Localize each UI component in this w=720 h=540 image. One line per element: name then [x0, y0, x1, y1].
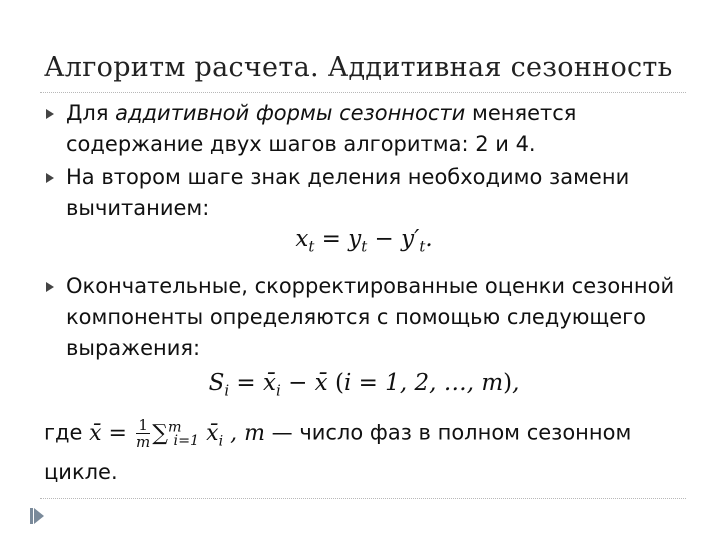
- where-prefix: где: [44, 420, 90, 445]
- slide-title: Алгоритм расчета. Аддитивная сезонность: [44, 52, 673, 83]
- bullet-arrow-icon: [46, 109, 54, 119]
- where-math: x̄ = $\frac{1}{m}$ ∑$^m_{i=1}$ $x̄_i$ , m: [89, 416, 265, 452]
- nav-bar-icon[interactable]: [30, 508, 33, 524]
- where-suffix: — число фаз в полном сезонном: [264, 420, 632, 445]
- formula-2: [44, 368, 684, 407]
- formula-2-math: $S_i$ = $x̄_i$ − x̄ (i = 1, 2, …, m),: [208, 369, 520, 400]
- bullet-arrow-icon: [46, 282, 54, 292]
- formula-1-math: $x_t = y_t - y'_t$.: [295, 226, 433, 256]
- next-slide-icon[interactable]: [34, 508, 44, 524]
- bullet-arrow-icon: [46, 173, 54, 183]
- fraction-numerator: 1: [136, 417, 150, 434]
- formula-1: [44, 224, 684, 263]
- bullet-1: [44, 98, 684, 160]
- fraction: [136, 417, 150, 450]
- bullet-3: [44, 271, 684, 364]
- bullet-1-italic: аддитивной формы сезонности: [115, 101, 466, 125]
- bullet-3-text: Окончательные, скорректированные оценки сезонной компоненты определяются с помощью следующего выражения:: [66, 273, 675, 360]
- bullet-1-post: меняется содержание двух шагов алгоритма: 2 и 4.: [66, 101, 577, 156]
- where-line: [44, 412, 684, 457]
- bullet-1-pre: Для: [66, 101, 116, 125]
- where-end: цикле.: [44, 459, 118, 484]
- bullet-2-text: На втором шаге знак деления необходимо замени вычитанием:: [66, 165, 630, 220]
- slide-content: [44, 98, 684, 488]
- footer-divider: [40, 498, 686, 499]
- title-divider: [40, 92, 686, 93]
- fraction-denominator: m: [135, 433, 151, 452]
- bullet-2: [44, 162, 684, 224]
